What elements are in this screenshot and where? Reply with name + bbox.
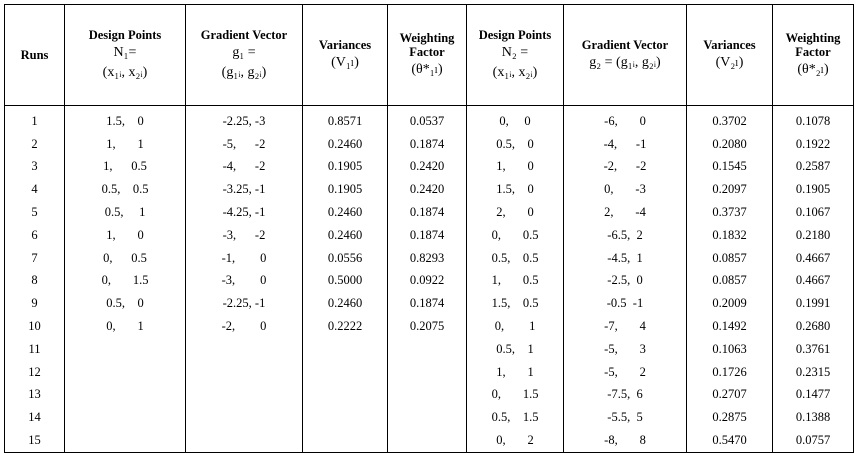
cell-weighting-factor-1: 0.1874 [388, 292, 467, 315]
cell-weighting-factor-1 [388, 406, 467, 429]
cell-weighting-factor-2: 0.2315 [773, 361, 854, 384]
cell-gradient-vector-1 [186, 338, 303, 361]
cell-weighting-factor-2: 0.3761 [773, 338, 854, 361]
cell-weighting-factor-1: 0.0922 [388, 270, 467, 293]
cell-design-points-1: 0.5, 0.5 [65, 178, 186, 201]
cell-gradient-vector-1 [186, 406, 303, 429]
table-body [5, 106, 854, 453]
cell-gradient-vector-1: -4, -2 [186, 156, 303, 179]
cell-gradient-vector-1: -3, 0 [186, 270, 303, 293]
cell-variance-2: 0.2097 [687, 178, 773, 201]
cell-run: 6 [5, 224, 65, 247]
cell-run: 15 [5, 429, 65, 452]
cell-weighting-factor-1 [388, 361, 467, 384]
cell-weighting-factor-2: 0.1078 [773, 106, 854, 133]
col-header-variances-1: Variances (V₁ₗ) [303, 5, 388, 106]
cell-variance-1 [303, 338, 388, 361]
cell-design-points-2: 0.5, 0.5 [467, 247, 564, 270]
cell-gradient-vector-1 [186, 429, 303, 452]
cell-variance-2: 0.1726 [687, 361, 773, 384]
cell-weighting-factor-2: 0.1905 [773, 178, 854, 201]
cell-gradient-vector-2: 0, -3 [564, 178, 687, 201]
col-header-gradient-vector-2: Gradient Vector g₂ = (g₁ᵢ, g₂ᵢ) [564, 5, 687, 106]
cell-gradient-vector-2: -6, 0 [564, 106, 687, 133]
cell-design-points-1: 1.5, 0 [65, 106, 186, 133]
cell-variance-2: 0.5470 [687, 429, 773, 452]
cell-variance-1: 0.1905 [303, 178, 388, 201]
cell-weighting-factor-1: 0.2420 [388, 178, 467, 201]
cell-design-points-2: 0.5, 1 [467, 338, 564, 361]
col-header-gradient-vector-1: Gradient Vector g₁ = (g₁ᵢ, g₂ᵢ) [186, 5, 303, 106]
cell-weighting-factor-2: 0.1067 [773, 201, 854, 224]
cell-run: 7 [5, 247, 65, 270]
cell-variance-1 [303, 361, 388, 384]
cell-weighting-factor-2: 0.2680 [773, 315, 854, 338]
cell-variance-2: 0.3737 [687, 201, 773, 224]
cell-weighting-factor-1 [388, 429, 467, 452]
col-header-weighting-factor-2: Weighting Factor (θ*₂ₗ) [773, 5, 854, 106]
cell-run: 5 [5, 201, 65, 224]
cell-weighting-factor-1: 0.2420 [388, 156, 467, 179]
cell-variance-2: 0.1492 [687, 315, 773, 338]
table-row [5, 429, 854, 452]
cell-variance-2: 0.1545 [687, 156, 773, 179]
cell-weighting-factor-2: 0.1388 [773, 406, 854, 429]
cell-design-points-1: 0, 1.5 [65, 270, 186, 293]
cell-weighting-factor-2: 0.1922 [773, 133, 854, 156]
table-row [5, 106, 854, 133]
cell-design-points-1: 0, 0.5 [65, 247, 186, 270]
cell-design-points-1 [65, 361, 186, 384]
table-row [5, 406, 854, 429]
cell-run: 1 [5, 106, 65, 133]
col-header-design-points-2: Design Points N₂ = (x₁ᵢ, x₂ᵢ) [467, 5, 564, 106]
header-row [5, 5, 854, 106]
table-row [5, 224, 854, 247]
results-table [4, 4, 854, 453]
cell-variance-2: 0.2875 [687, 406, 773, 429]
cell-design-points-2: 0, 0.5 [467, 224, 564, 247]
cell-run: 13 [5, 384, 65, 407]
cell-variance-2: 0.2707 [687, 384, 773, 407]
cell-gradient-vector-2: -2, -2 [564, 156, 687, 179]
cell-variance-1: 0.2460 [303, 292, 388, 315]
cell-design-points-1: 1, 1 [65, 133, 186, 156]
cell-design-points-2: 1, 0.5 [467, 270, 564, 293]
table-row [5, 156, 854, 179]
table-row [5, 133, 854, 156]
cell-weighting-factor-2: 0.2587 [773, 156, 854, 179]
cell-gradient-vector-2: -5, 2 [564, 361, 687, 384]
cell-design-points-1: 0.5, 1 [65, 201, 186, 224]
cell-gradient-vector-1 [186, 384, 303, 407]
cell-variance-1: 0.2222 [303, 315, 388, 338]
cell-weighting-factor-1: 0.1874 [388, 133, 467, 156]
cell-variance-1: 0.0556 [303, 247, 388, 270]
cell-design-points-1 [65, 384, 186, 407]
cell-weighting-factor-2: 0.0757 [773, 429, 854, 452]
cell-gradient-vector-1: -2.25, -1 [186, 292, 303, 315]
cell-weighting-factor-2: 0.2180 [773, 224, 854, 247]
cell-gradient-vector-2: -4.5, 1 [564, 247, 687, 270]
cell-design-points-2: 0.5, 1.5 [467, 406, 564, 429]
cell-run: 12 [5, 361, 65, 384]
cell-gradient-vector-1: -5, -2 [186, 133, 303, 156]
cell-weighting-factor-1: 0.8293 [388, 247, 467, 270]
cell-gradient-vector-2: -5.5, 5 [564, 406, 687, 429]
cell-design-points-2: 1.5, 0.5 [467, 292, 564, 315]
cell-design-points-2: 1, 0 [467, 156, 564, 179]
cell-gradient-vector-2: -6.5, 2 [564, 224, 687, 247]
cell-variance-2: 0.0857 [687, 247, 773, 270]
cell-design-points-2: 1.5, 0 [467, 178, 564, 201]
table-row [5, 201, 854, 224]
cell-variance-1 [303, 406, 388, 429]
cell-weighting-factor-1: 0.1874 [388, 201, 467, 224]
cell-gradient-vector-2: -4, -1 [564, 133, 687, 156]
cell-run: 8 [5, 270, 65, 293]
cell-weighting-factor-2: 0.1477 [773, 384, 854, 407]
cell-run: 10 [5, 315, 65, 338]
cell-gradient-vector-2: -0.5 -1 [564, 292, 687, 315]
cell-design-points-1: 1, 0.5 [65, 156, 186, 179]
cell-variance-1: 0.8571 [303, 106, 388, 133]
cell-variance-2: 0.3702 [687, 106, 773, 133]
cell-gradient-vector-1: -3.25, -1 [186, 178, 303, 201]
cell-design-points-2: 0, 1 [467, 315, 564, 338]
cell-weighting-factor-2: 0.4667 [773, 270, 854, 293]
cell-gradient-vector-1: -4.25, -1 [186, 201, 303, 224]
cell-variance-2: 0.2080 [687, 133, 773, 156]
cell-design-points-2: 0, 2 [467, 429, 564, 452]
cell-run: 11 [5, 338, 65, 361]
cell-gradient-vector-2: -2.5, 0 [564, 270, 687, 293]
col-header-design-points-1: Design Points N₁= (x₁ᵢ, x₂ᵢ) [65, 5, 186, 106]
cell-design-points-1 [65, 429, 186, 452]
cell-variance-1: 0.2460 [303, 224, 388, 247]
cell-gradient-vector-2: -7, 4 [564, 315, 687, 338]
col-header-variances-2: Variances (V₂ₗ) [687, 5, 773, 106]
cell-gradient-vector-2: 2, -4 [564, 201, 687, 224]
cell-variance-2: 0.0857 [687, 270, 773, 293]
cell-weighting-factor-2: 0.1991 [773, 292, 854, 315]
cell-weighting-factor-1 [388, 384, 467, 407]
cell-design-points-1: 0.5, 0 [65, 292, 186, 315]
table-row [5, 384, 854, 407]
cell-run: 4 [5, 178, 65, 201]
cell-variance-1 [303, 429, 388, 452]
cell-weighting-factor-1: 0.0537 [388, 106, 467, 133]
cell-weighting-factor-1 [388, 338, 467, 361]
cell-variance-1: 0.2460 [303, 201, 388, 224]
cell-weighting-factor-1: 0.2075 [388, 315, 467, 338]
cell-gradient-vector-1: -2.25, -3 [186, 106, 303, 133]
table-row [5, 247, 854, 270]
cell-design-points-2: 0.5, 0 [467, 133, 564, 156]
cell-design-points-2: 2, 0 [467, 201, 564, 224]
cell-design-points-1: 1, 0 [65, 224, 186, 247]
cell-weighting-factor-2: 0.4667 [773, 247, 854, 270]
cell-design-points-2: 0, 1.5 [467, 384, 564, 407]
cell-design-points-2: 0, 0 [467, 106, 564, 133]
col-header-runs: Runs [5, 5, 65, 106]
cell-run: 3 [5, 156, 65, 179]
cell-weighting-factor-1: 0.1874 [388, 224, 467, 247]
cell-variance-1: 0.1905 [303, 156, 388, 179]
cell-gradient-vector-1: -3, -2 [186, 224, 303, 247]
cell-design-points-1 [65, 338, 186, 361]
table-row [5, 292, 854, 315]
cell-gradient-vector-2: -8, 8 [564, 429, 687, 452]
col-header-weighting-factor-1: Weighting Factor (θ*₁ₗ) [388, 5, 467, 106]
cell-variance-2: 0.1832 [687, 224, 773, 247]
table-row [5, 270, 854, 293]
cell-variance-1: 0.2460 [303, 133, 388, 156]
table-row [5, 338, 854, 361]
cell-gradient-vector-1 [186, 361, 303, 384]
cell-gradient-vector-1: -1, 0 [186, 247, 303, 270]
cell-variance-1: 0.5000 [303, 270, 388, 293]
cell-gradient-vector-2: -5, 3 [564, 338, 687, 361]
table-row [5, 178, 854, 201]
cell-design-points-1: 0, 1 [65, 315, 186, 338]
cell-variance-1 [303, 384, 388, 407]
table-row [5, 315, 854, 338]
cell-run: 14 [5, 406, 65, 429]
table-row [5, 361, 854, 384]
cell-variance-2: 0.2009 [687, 292, 773, 315]
cell-design-points-2: 1, 1 [467, 361, 564, 384]
cell-run: 2 [5, 133, 65, 156]
cell-variance-2: 0.1063 [687, 338, 773, 361]
cell-gradient-vector-1: -2, 0 [186, 315, 303, 338]
cell-design-points-1 [65, 406, 186, 429]
cell-run: 9 [5, 292, 65, 315]
cell-gradient-vector-2: -7.5, 6 [564, 384, 687, 407]
